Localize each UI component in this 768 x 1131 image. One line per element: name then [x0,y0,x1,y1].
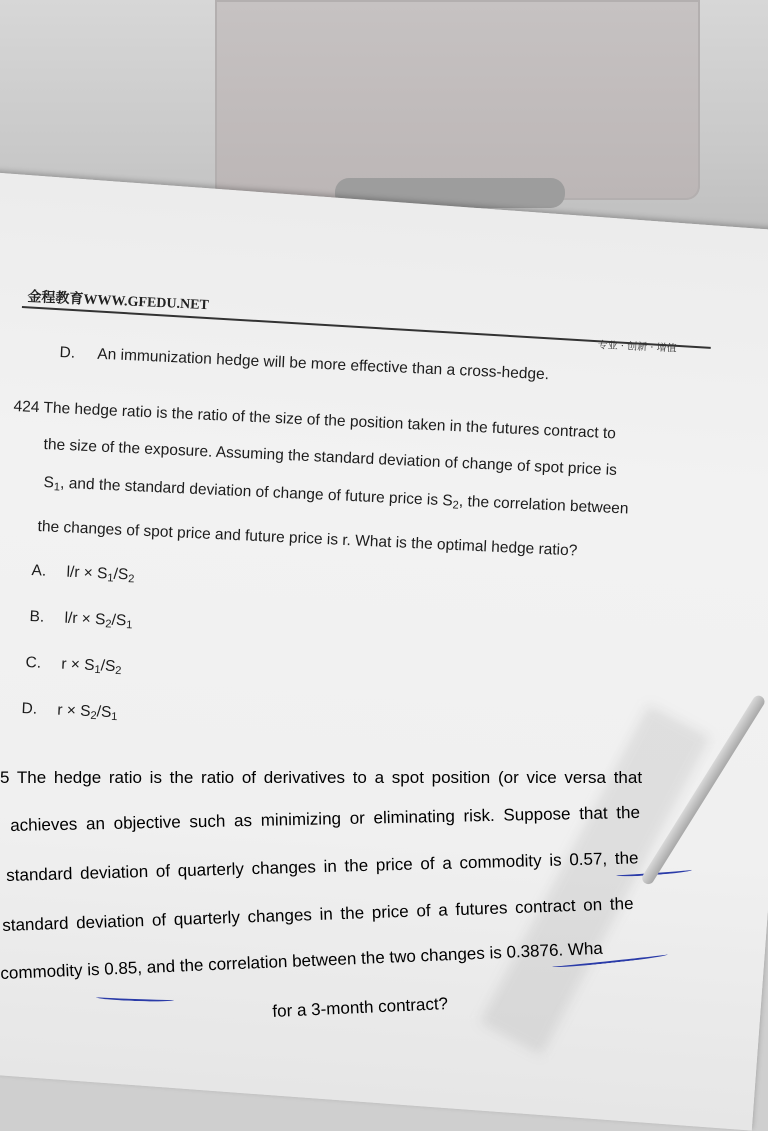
pen-underline-085 [96,995,174,1003]
question-next-line-2: achieves an objective such as minimizing or eliminating risk. Suppose that the [10,802,641,835]
option-b: B. $l/r \times S_2/S_1$ [29,608,133,632]
prev-option-d [59,344,549,384]
question-424-line-4: the changes of spot price and future price is r. What is the optimal hedge ratio? [37,518,578,560]
question-next-line-3: standard deviation of quarterly changes in the price of a commodity is 0.57, the [6,848,639,885]
question-424-line-3: $S_1$, and the standard deviation of change of future price is $S_2$, the correlation between [43,474,629,518]
header-tagline: 专业 · 创新 · 增值 [597,339,677,355]
question-next-line-6: for a 3-month contract? [272,994,449,1021]
question-424-line-2: the size of the exposure. Assuming the standard deviation of change of spot price is [43,436,618,480]
option-a: A. $l/r \times S_1/S_2$ [31,562,135,586]
question-next-line-4: standard deviation of quarterly changes in the price of a futures contract on the [2,893,634,935]
question-text: The hedge ratio is the ratio of the size of the position taken in the futures contract to [43,399,617,443]
question-next-line-5: commodity is 0.85, and the correlation between the two changes is 0.3876. Wha [0,938,604,983]
option-d: D. $r \times S_2/S_1$ [21,700,118,724]
option-letter: D. [59,344,76,362]
question-424-line-1 [13,398,616,443]
option-c: C. $r \times S_1/S_2$ [25,654,122,678]
question-number: 424 [13,398,40,417]
header-brand: 金程教育WWW.GFEDU.NET [27,289,210,314]
option-text: An immunization hedge will be more effective than a cross-hedge. [97,345,550,384]
question-next-line-1: 5 The hedge ratio is the ratio of derivatives to a spot position (or vice versa that [0,768,643,787]
